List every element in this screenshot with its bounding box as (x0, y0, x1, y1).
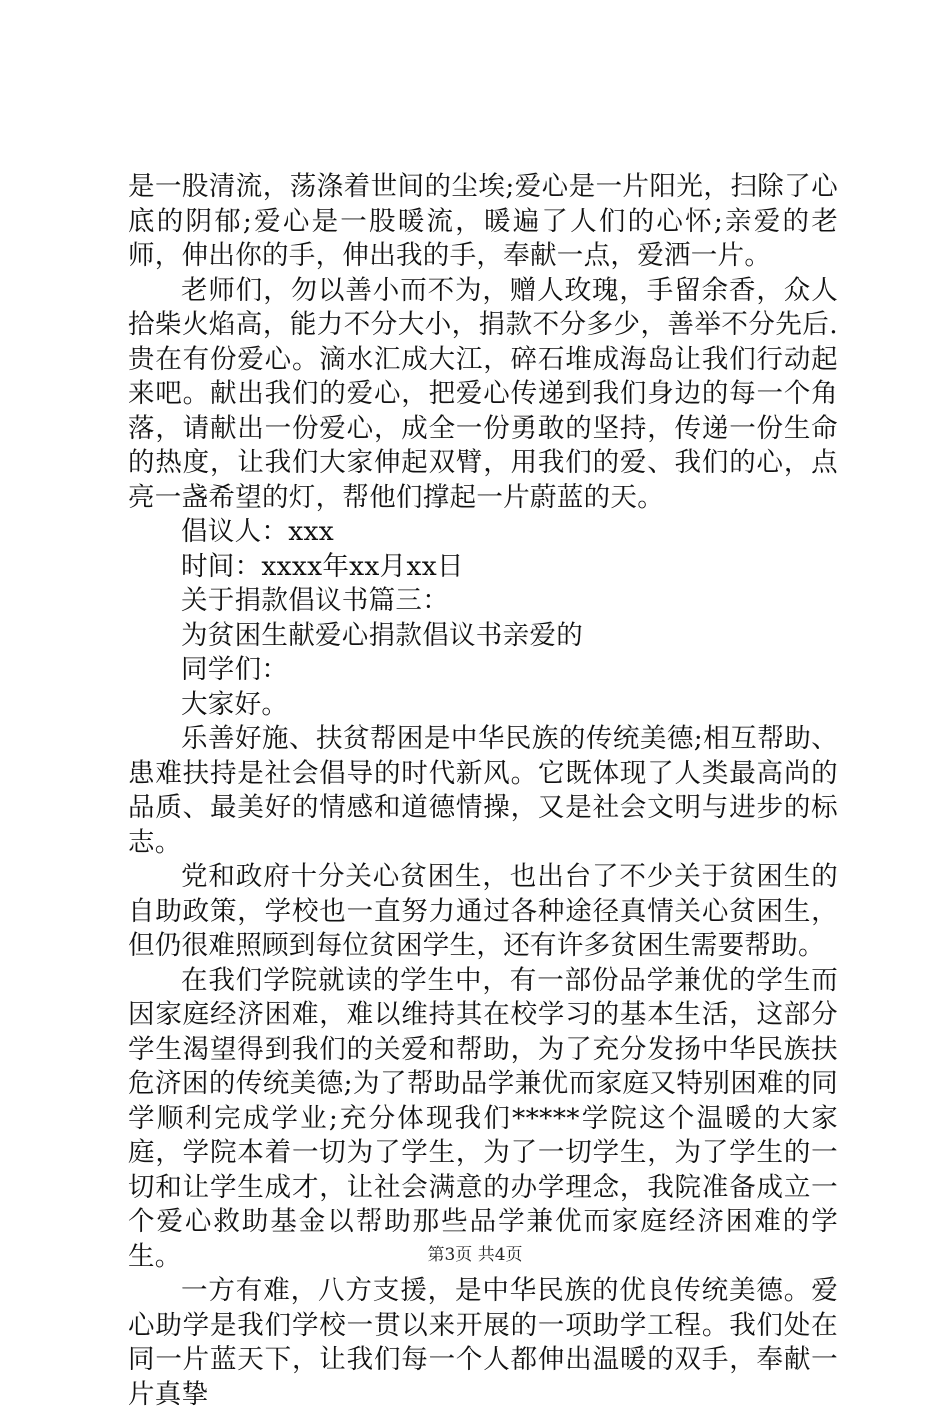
date-line: 时间：xxxx年xx月xx日 (181, 550, 464, 582)
paragraph-students: 在我们学院就读的学生中，有一部份品学兼优的学生而因家庭经济困难，难以维持其在校学习的基本生活，这部分学生渴望得到我们的关爱和帮助，为了充分发扬中华民族扶危济困的传统美德;为了帮助品学兼优而家庭又特别困难的同学顺利完成学业;充分体现我们*****学院这个温暖的大家庭，学院本着一切为了学生，为了一切学生，为了学生的一切和让学生成才，让社会满意的办学理念，我院准备成立一个爱心救助基金以帮助那些品学兼优而家庭经济困难的学生。 (128, 964, 838, 1272)
document-title: 为贫困生献爱心捐款倡议书亲爱的 (181, 619, 583, 651)
paragraph-tradition: 乐善好施、扶贫帮困是中华民族的传统美德;相互帮助、患难扶持是社会倡导的时代新风。它既体现了人类最高尚的品质、最美好的情感和道德情操，又是社会文明与进步的标志。 (128, 723, 838, 858)
section-heading: 关于捐款倡议书篇三： (181, 585, 449, 616)
salutation: 同学们： (181, 654, 289, 685)
paragraph-support: 一方有难，八方支援，是中华民族的优良传统美德。爱心助学是我们学校一贯以来开展的一项助学工程。我们处在同一片蓝天下，让我们每一个人都伸出温暖的双手，奉献一片真挚 (128, 1275, 838, 1410)
document-body (128, 170, 838, 1412)
paragraph-appeal: 老师们，勿以善小而不为，赠人玫瑰，手留余香，众人拾柴火焰高，能力不分大小，捐款不分多少，善举不分先后.贵在有份爱心。滴水汇成大江，碎石堆成海岛让我们行动起来吧。献出我们的爱心，把爱心传递到我们身边的每一个角落，请献出一份爱心，成全一份勇敢的坚持，传递一份生命的热度，让我们大家伸起双臂，用我们的爱、我们的心，点亮一盏希望的灯，帮他们撑起一片蔚蓝的天。 (128, 274, 838, 513)
page-footer: 第3页 共4页 (427, 1245, 523, 1265)
paragraph-policy: 党和政府十分关心贫困生，也出台了不少关于贫困生的自助政策，学校也一直努力通过各种途径真情关心贫困生，但仍很难照顾到每位贫困学生，还有许多贫困生需要帮助。 (128, 861, 838, 961)
greeting: 大家好。 (181, 688, 289, 720)
initiator-line: 倡议人：xxx (181, 516, 334, 547)
paragraph-continuation: 是一股清流，荡涤着世间的尘埃;爱心是一片阳光，扫除了心底的阴郁;爱心是一股暖流，暖遍了人们的心怀;亲爱的老师，伸出你的手，伸出我的手，奉献一点，爱洒一片。 (128, 171, 838, 271)
